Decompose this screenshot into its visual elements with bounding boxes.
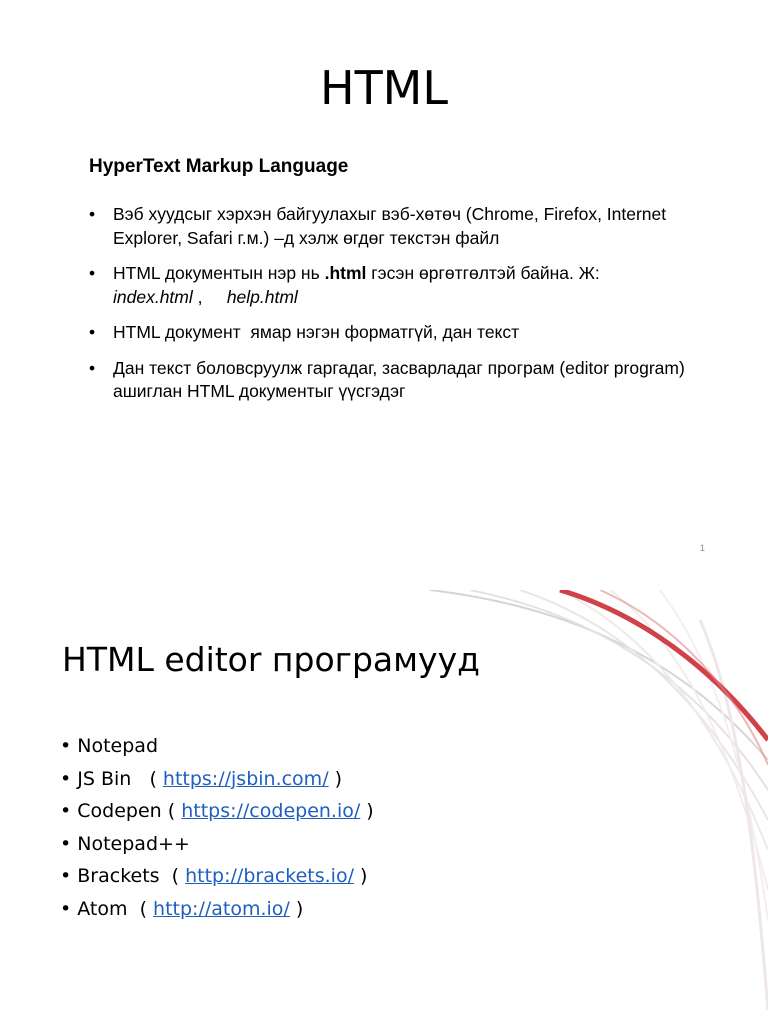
list-item bbox=[60, 763, 374, 796]
list-item bbox=[60, 730, 374, 763]
bullet-icon: • bbox=[60, 735, 72, 757]
example-filename: help.html bbox=[226, 286, 298, 307]
bullet-icon: • bbox=[89, 322, 96, 342]
bullet-text-pre: HTML документын нэр нь bbox=[113, 263, 325, 283]
editor-list bbox=[60, 730, 374, 925]
item-suffix: ) bbox=[289, 897, 304, 920]
brackets-link[interactable]: http://brackets.io/ bbox=[185, 865, 354, 887]
list-item bbox=[60, 828, 374, 861]
slide-2 bbox=[0, 590, 768, 1024]
slide-title: HTML bbox=[319, 61, 448, 115]
item-suffix: ) bbox=[360, 800, 374, 822]
bullet-list bbox=[89, 203, 689, 416]
bullet-icon: • bbox=[89, 357, 96, 378]
bullet-icon: • bbox=[60, 800, 72, 822]
bullet-icon: • bbox=[89, 204, 96, 224]
list-item bbox=[89, 262, 689, 309]
item-label: Notepad bbox=[77, 735, 159, 757]
bullet-text-bold: .html bbox=[324, 263, 367, 283]
example-separator: , bbox=[192, 286, 227, 307]
item-label: Codepen ( bbox=[77, 800, 182, 822]
bullet-text: Вэб хуудсыг хэрхэн байгуулахыг вэб-хөтөч (Chrome, Firefox, Internet Explorer, Safari г.м.) –д хэлж өгдөг текстэн файл bbox=[113, 204, 667, 248]
bullet-text-post: гэсэн өргөтгөлтэй байна. Ж: bbox=[366, 263, 600, 283]
bullet-icon: • bbox=[60, 897, 72, 920]
jsbin-link[interactable]: https://jsbin.com/ bbox=[162, 767, 329, 790]
list-item bbox=[89, 357, 689, 404]
page-number: 1 bbox=[700, 543, 706, 553]
list-item bbox=[60, 795, 374, 828]
item-label: Brackets ( bbox=[77, 865, 186, 887]
item-label: Notepad++ bbox=[77, 832, 190, 855]
bullet-text: Дан текст боловсруулж гаргадаг, засварладаг програм (editor program) ашиглан HTML документыг үүсгэдэг bbox=[113, 357, 685, 401]
bullet-icon: • bbox=[60, 767, 72, 790]
item-label: JS Bin ( bbox=[77, 767, 163, 790]
item-suffix: ) bbox=[328, 767, 343, 790]
list-item bbox=[60, 893, 374, 926]
example-filename: index.html bbox=[113, 286, 193, 307]
slide-title: HTML editor програмууд bbox=[62, 640, 480, 679]
codepen-link[interactable]: https://codepen.io/ bbox=[181, 800, 361, 822]
list-item bbox=[60, 860, 374, 893]
bullet-icon: • bbox=[60, 832, 72, 855]
bullet-icon: • bbox=[60, 865, 72, 887]
list-item bbox=[89, 203, 689, 250]
bullet-text: HTML документ ямар нэгэн форматгүй, дан текст bbox=[113, 322, 520, 342]
item-label: Atom ( bbox=[77, 897, 154, 920]
list-item bbox=[89, 321, 689, 345]
slide-subtitle: HyperText Markup Language bbox=[89, 156, 349, 177]
atom-link[interactable]: http://atom.io/ bbox=[153, 897, 290, 920]
item-suffix: ) bbox=[354, 865, 368, 887]
bullet-icon: • bbox=[89, 263, 96, 283]
